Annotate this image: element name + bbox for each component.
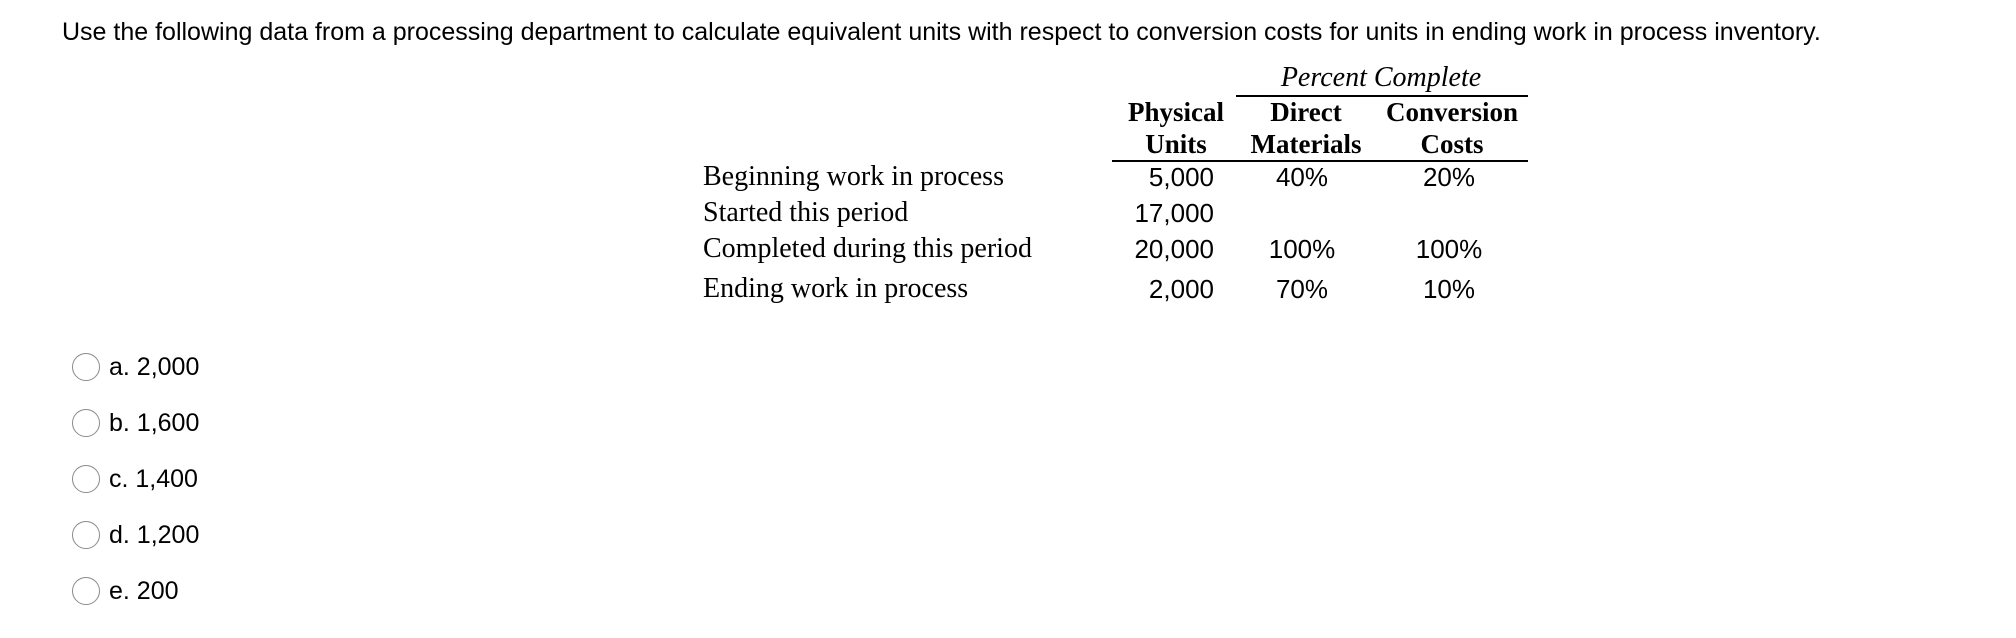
units-completed: 20,000 — [1134, 234, 1214, 264]
radio-button-b[interactable] — [72, 409, 100, 437]
row-label-beginning-wip: Beginning work in process — [703, 161, 1004, 192]
conversion-header-line2: Costs — [1420, 129, 1484, 159]
conversion-header-line1: Conversion — [1385, 97, 1518, 127]
option-d[interactable] — [72, 518, 199, 552]
direct-completed: 100% — [1268, 234, 1336, 264]
option-e[interactable] — [72, 574, 179, 608]
option-b[interactable] — [72, 406, 199, 440]
row-label-completed: Completed during this period — [703, 233, 1032, 264]
direct-header-line2: Materials — [1250, 129, 1362, 159]
option-e-label[interactable]: e. 200 — [109, 576, 179, 605]
option-a-label[interactable]: a. 2,000 — [109, 352, 200, 381]
units-beginning-wip: 5,000 — [1148, 162, 1214, 192]
question-text: Use the following data from a processing department to calculate equivalent units with respect to conversion costs for units in ending work in process inventory. — [62, 18, 1821, 46]
conversion-ending-wip: 10% — [1422, 274, 1476, 304]
units-started: 17,000 — [1134, 198, 1214, 228]
option-b-label[interactable]: b. 1,600 — [109, 408, 200, 437]
row-label-ending-wip: Ending work in process — [703, 273, 969, 304]
conversion-completed: 100% — [1415, 234, 1483, 264]
row-label-started: Started this period — [703, 197, 909, 228]
conversion-costs-header — [1376, 96, 1528, 160]
radio-button-e[interactable] — [72, 577, 100, 605]
physical-units-header — [1116, 96, 1236, 160]
radio-button-c[interactable] — [72, 465, 100, 493]
units-ending-wip: 2,000 — [1148, 274, 1214, 304]
physical-header-line1: Physical — [1127, 97, 1224, 127]
direct-ending-wip: 70% — [1275, 274, 1329, 304]
direct-beginning-wip: 40% — [1275, 162, 1329, 192]
direct-header-line1: Direct — [1270, 97, 1342, 127]
conversion-beginning-wip: 20% — [1422, 162, 1476, 192]
option-c-label[interactable]: c. 1,400 — [109, 464, 198, 493]
percent-complete-header: Percent Complete — [1280, 62, 1482, 93]
option-d-label[interactable]: d. 1,200 — [109, 520, 200, 549]
radio-button-d[interactable] — [72, 521, 100, 549]
physical-header-line2: Units — [1145, 129, 1207, 159]
option-c[interactable] — [72, 462, 198, 496]
direct-materials-header — [1236, 96, 1376, 160]
radio-button-a[interactable] — [72, 353, 100, 381]
option-a[interactable] — [72, 350, 199, 384]
